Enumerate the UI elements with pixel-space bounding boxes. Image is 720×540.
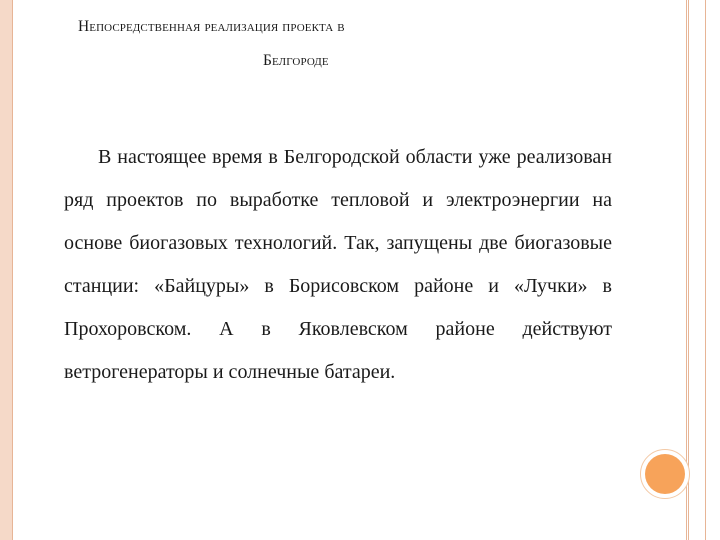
decorative-orange-circle <box>645 454 685 494</box>
right-border-inner-frame <box>688 0 706 540</box>
slide-title-line-1: Непосредственная реализация проекта в <box>78 18 345 35</box>
slide-title-line-2: Белгороде <box>263 52 329 69</box>
left-border-band <box>0 0 12 540</box>
slide-body-paragraph: В настоящее время в Белгородской области уже реализован ряд проектов по выработке тепловой и электроэнергии на основе биогазовых технологий. Так, запущены две биогазовые станции: «Байцуры» в Борисовском районе и «Лучки» в Прохоровском. А в Яковлевском районе действуют ветрогенераторы и солнечные батареи. <box>64 146 612 383</box>
left-border-line <box>12 0 13 540</box>
